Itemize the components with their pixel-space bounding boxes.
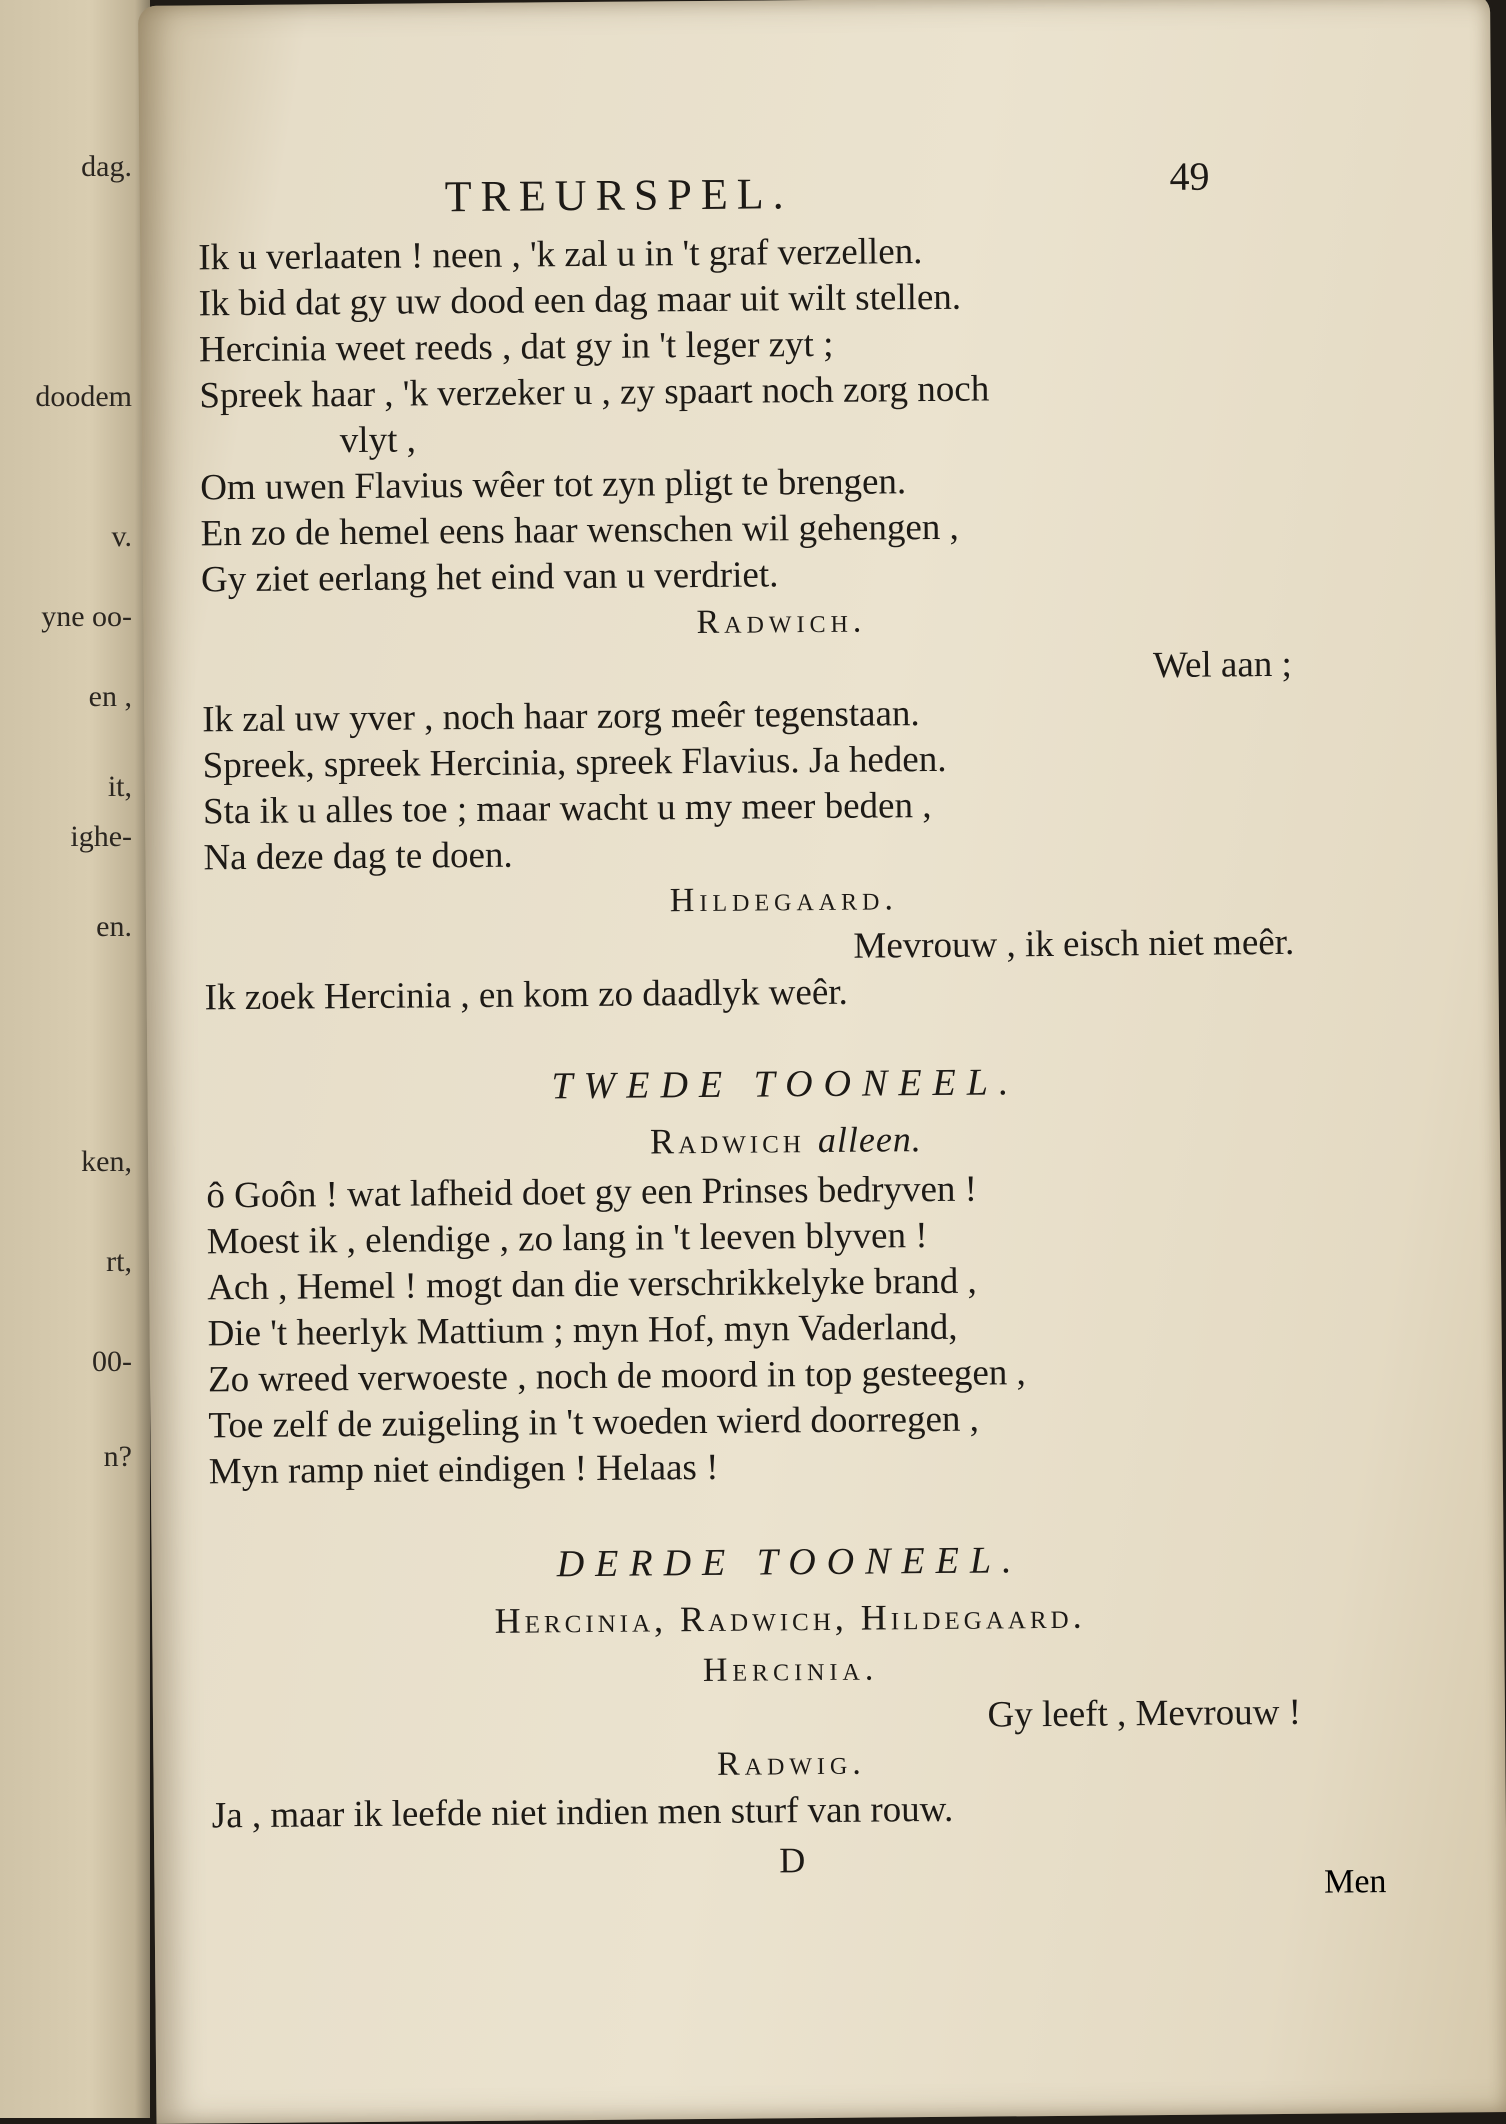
scene-title: DERDE TOONEEL. [556,1539,1023,1586]
scene-title: TWEDE TOONEEL. [551,1061,1020,1108]
verse-line: Ik u verlaaten ! neen , 'k zal u in 't graf verzellen. [198,231,923,279]
verse-line: Spreek haar , 'k verzeker u , zy spaart noch zorg noch [199,368,990,417]
scene-cast: Hercinia, Radwich, Hildegaard. [494,1595,1086,1641]
speaker-name: Radwich. [696,602,867,642]
scene-cast-name: Radwich [649,1120,806,1162]
left-fragment: ighe- [70,820,132,853]
left-page-edge [0,0,150,2118]
speaker-name: Radwig. [716,1744,866,1783]
verse-line: ô Goôn ! wat lafheid doet gy een Prinses bedryven ! [206,1168,978,1217]
left-fragment: doodem [35,380,132,413]
verse-line: Moest ik , elendige , zo lang in 't leeven blyven ! [206,1215,928,1263]
left-fragment: yne oo- [41,600,132,633]
left-fragment: it, [107,770,132,803]
verse-line: Myn ramp niet eindigen ! Helaas ! [208,1446,719,1493]
verse-line: Spreek, spreek Hercinia, spreek Flavius. Ja heden. [202,738,947,787]
verse-line-reply: Wel aan ; [1152,643,1292,687]
verse-line: En zo de hemel eens haar wenschen wil gehengen , [200,506,959,555]
left-fragment: 00- [92,1345,132,1378]
catchword: Men [1323,1863,1387,1901]
page-body [198,225,1372,1889]
speaker-name: Hildegaard. [669,880,899,920]
left-fragment: dag. [81,150,132,183]
verse-line: Ik zoek Hercinia , en kom zo daadlyk weêr. [204,971,848,1019]
left-fragment: ken, [81,1145,132,1178]
left-fragment: v. [111,520,132,553]
verse-line-reply: Gy leeft , Mevrouw ! [987,1691,1302,1736]
verse-line: Ja , maar ik leefde niet indien men sturf van rouw. [211,1788,954,1837]
page-header [139,153,1491,234]
signature-mark: D [779,1840,806,1881]
speaker-name: Hercinia. [702,1650,879,1690]
verse-line: Toe zelf de zuigeling in 't woeden wierd doorregen , [208,1398,980,1447]
scene-cast [206,1107,1366,1173]
verse-line: Sta ik u alles toe ; maar wacht u my meer beden , [202,785,932,833]
verse-line: Gy ziet eerlang het eind van u verdriet. [200,554,779,601]
verse-line-continuation: vlyt , [339,419,417,462]
left-fragment: rt, [106,1245,132,1278]
verse-line: Zo wreed verwoeste , noch de moord in top gesteegen , [207,1352,1027,1401]
verse-line-reply: Mevrouw , ik eisch niet meêr. [853,921,1295,967]
verse-line: Ik zal uw yver , noch haar zorg meêr tegenstaan. [202,693,920,741]
verse-line: Hercinia weet reeds , dat gy in 't leger zyt ; [198,323,834,371]
book-page [138,0,1506,2124]
verse-line: Na deze dag te doen. [203,834,513,879]
left-fragment: en , [88,680,132,713]
left-fragment: en. [96,910,132,943]
verse-line: Om uwen Flavius wêer tot zyn pligt te brengen. [200,461,907,509]
verse-line: Ik bid dat gy uw dood een dag maar uit wilt stellen. [198,276,962,325]
verse-line: Ach , Hemel ! mogt dan die verschrikkelyke brand , [207,1260,977,1309]
page-number: 49 [1169,153,1210,199]
scene-cast-note: alleen. [817,1119,922,1161]
verse-line: Die 't heerlyk Mattium ; myn Hof, myn Vaderland, [207,1306,958,1355]
running-head: TREURSPEL. [444,169,793,222]
left-fragment: n? [103,1440,132,1473]
